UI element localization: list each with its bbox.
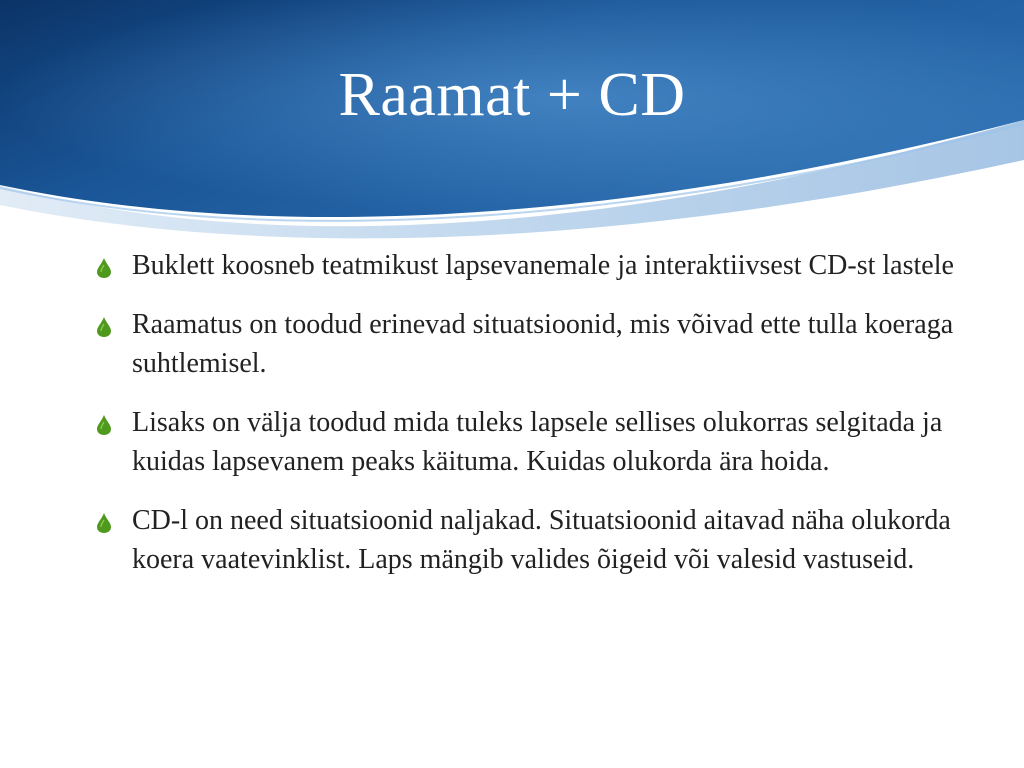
leaf-drop-icon	[94, 414, 114, 436]
leaf-drop-icon	[94, 512, 114, 534]
bullet-item	[94, 403, 954, 481]
leaf-drop-icon	[94, 257, 114, 279]
bullet-list	[94, 246, 954, 599]
bullet-text: Lisaks on välja toodud mida tuleks lapsele sellises olukorras selgitada ja kuidas lapsevanem peaks käituma. Kuidas olukorda ära hoida.	[132, 407, 943, 477]
bullet-item	[94, 501, 954, 579]
bullet-text: Buklett koosneb teatmikust lapsevanemale ja interaktiivsest CD-st lastele	[132, 250, 954, 281]
bullet-text: Raamatus on toodud erinevad situatsioonid, mis võivad ette tulla koeraga suhtlemisel.	[132, 309, 954, 379]
leaf-drop-icon	[94, 316, 114, 338]
bullet-item	[94, 305, 954, 383]
bullet-item	[94, 246, 954, 285]
bullet-text: CD-l on need situatsioonid naljakad. Situatsioonid aitavad näha olukorda koera vaatevinklist. Laps mängib valides õigeid või valesid vastuseid.	[132, 505, 951, 575]
slide-title: Raamat + CD	[338, 61, 686, 129]
